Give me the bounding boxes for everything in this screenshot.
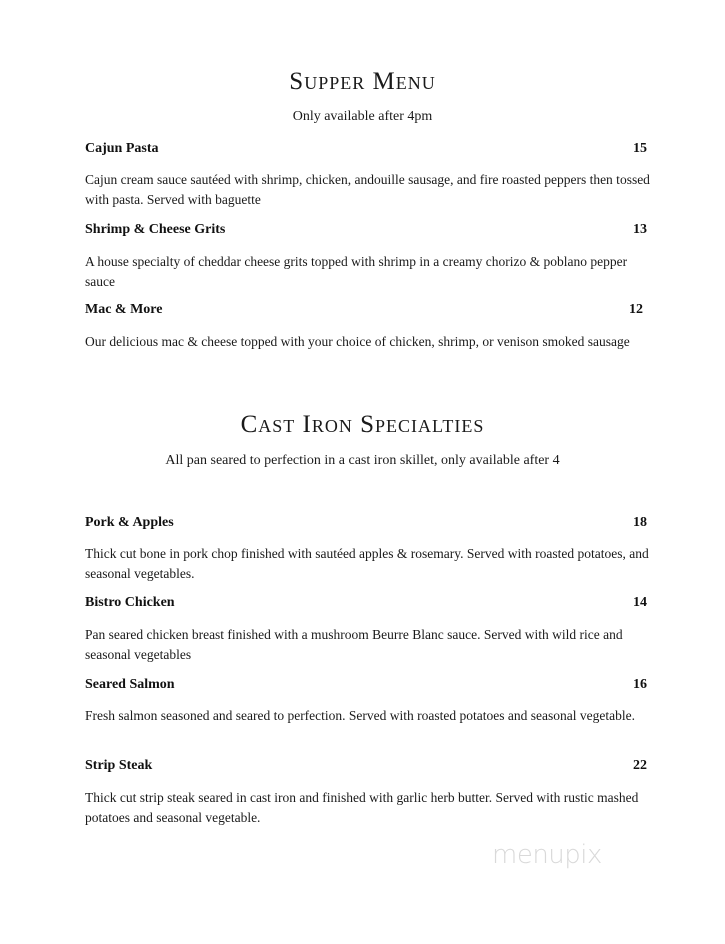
supper-menu-subtitle: Only available after 4pm xyxy=(292,109,433,124)
menu-item-description: A house specialty of cheddar cheese grits topped with shrimp in a creamy chorizo & poblano pepper sauce xyxy=(85,254,628,289)
menupix-watermark: menupix xyxy=(492,840,602,870)
menu-item-price: 18 xyxy=(633,515,647,530)
menu-item-name: Bistro Chicken xyxy=(85,595,175,610)
menu-item-price: 12 xyxy=(629,302,643,317)
menu-item-description: Our delicious mac & cheese topped with your choice of chicken, shrimp, or venison smoked sausage xyxy=(85,334,630,349)
menu-item-description: Fresh salmon seasoned and seared to perfection. Served with roasted potatoes and seasonal vegetable. xyxy=(85,708,635,723)
cast-iron-subtitle: All pan seared to perfection in a cast iron skillet, only available after 4 xyxy=(165,453,560,468)
menu-item-name: Pork & Apples xyxy=(85,515,174,530)
menu-item-name: Strip Steak xyxy=(85,758,153,773)
menu-item-price: 15 xyxy=(633,141,647,156)
menu-item-name: Seared Salmon xyxy=(85,677,175,692)
menu-item-description: Pan seared chicken breast finished with a mushroom Beurre Blanc sauce. Served with wild rice and seasonal vegetables xyxy=(85,627,623,662)
cast-iron-title: Cast Iron Specialties xyxy=(240,411,485,438)
menu-item-name: Shrimp & Cheese Grits xyxy=(85,222,226,237)
menu-item-price: 22 xyxy=(633,758,647,773)
menu-item-price: 13 xyxy=(633,222,647,237)
menu-item-price: 14 xyxy=(633,595,647,610)
menu-item-name: Cajun Pasta xyxy=(85,141,159,156)
menu-item-price: 16 xyxy=(633,677,647,692)
menu-item-name: Mac & More xyxy=(85,302,163,317)
menu-item-description: Cajun cream sauce sautéed with shrimp, chicken, andouille sausage, and fire roasted peppers then tossed with pasta. Served with baguette xyxy=(85,172,650,207)
supper-menu-title: Supper Menu xyxy=(289,68,436,95)
menu-item-description: Thick cut strip steak seared in cast iron and finished with garlic herb butter. Served with rustic mashed potatoes and seasonal vegetable. xyxy=(85,790,639,825)
menu-item-description: Thick cut bone in pork chop finished with sautéed apples & rosemary. Served with roasted potatoes, and seasonal vegetables. xyxy=(85,546,649,581)
